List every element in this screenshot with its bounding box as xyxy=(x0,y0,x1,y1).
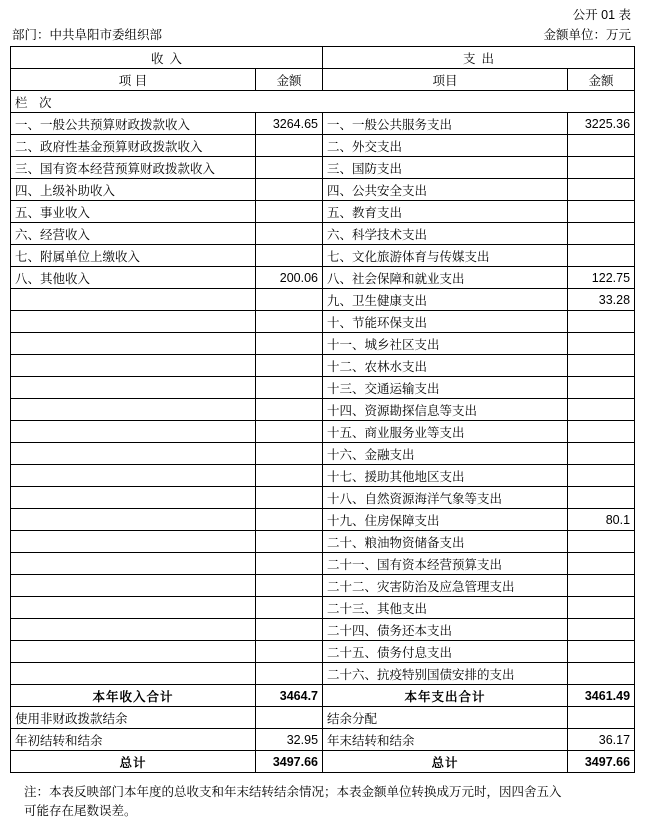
expense-total-amount: 3461.49 xyxy=(568,685,635,707)
expense-item-amount xyxy=(568,201,635,223)
expense-item-label: 六、科学技术支出 xyxy=(323,223,568,245)
expense-item-label: 十八、自然资源海洋气象等支出 xyxy=(323,487,568,509)
expense-item-label: 二十一、国有资本经营预算支出 xyxy=(323,553,568,575)
expense-item-label: 十七、援助其他地区支出 xyxy=(323,465,568,487)
expense-item-label: 二、外交支出 xyxy=(323,135,568,157)
expense-item-amount xyxy=(568,311,635,333)
table-row xyxy=(11,245,635,267)
income-item-amount xyxy=(256,619,323,641)
group-header-income: 收入 xyxy=(11,47,323,69)
expense-item-amount: 122.75 xyxy=(568,267,635,289)
income-item-amount xyxy=(256,487,323,509)
income-item-label xyxy=(11,509,256,531)
income-item-label xyxy=(11,289,256,311)
table-row xyxy=(11,201,635,223)
table-row xyxy=(11,487,635,509)
expense-item-amount: 3225.36 xyxy=(568,113,635,135)
expense-item-amount xyxy=(568,223,635,245)
expense-item-amount xyxy=(568,487,635,509)
grand-total-row xyxy=(11,751,635,773)
column-header-income-amount: 金额 xyxy=(256,69,323,91)
expense-item-label: 十五、商业服务业等支出 xyxy=(323,421,568,443)
income-item-amount xyxy=(256,465,323,487)
expense-sub-amount: 36.17 xyxy=(568,729,635,751)
expense-item-amount xyxy=(568,157,635,179)
income-item-label xyxy=(11,597,256,619)
table-row xyxy=(11,223,635,245)
expense-item-label: 十四、资源勘探信息等支出 xyxy=(323,399,568,421)
income-item-label xyxy=(11,531,256,553)
expense-item-amount xyxy=(568,377,635,399)
expense-item-amount xyxy=(568,421,635,443)
expense-item-label: 二十六、抗疫特别国债安排的支出 xyxy=(323,663,568,685)
income-item-amount xyxy=(256,157,323,179)
expense-item-label: 五、教育支出 xyxy=(323,201,568,223)
income-item-label xyxy=(11,641,256,663)
group-header-row xyxy=(11,47,635,69)
footnote xyxy=(10,783,635,821)
income-item-label: 二、政府性基金预算财政拨款收入 xyxy=(11,135,256,157)
total-row xyxy=(11,685,635,707)
income-item-label: 七、附属单位上缴收入 xyxy=(11,245,256,267)
table-row xyxy=(11,355,635,377)
expense-item-label: 七、文化旅游体育与传媒支出 xyxy=(323,245,568,267)
income-item-amount xyxy=(256,223,323,245)
expense-item-label: 二十四、债务还本支出 xyxy=(323,619,568,641)
income-item-amount xyxy=(256,245,323,267)
income-item-label: 四、上级补助收入 xyxy=(11,179,256,201)
table-row xyxy=(11,597,635,619)
column-header-expense-amount: 金额 xyxy=(568,69,635,91)
expense-item-label: 九、卫生健康支出 xyxy=(323,289,568,311)
income-item-amount: 3264.65 xyxy=(256,113,323,135)
table-row xyxy=(11,531,635,553)
income-item-amount xyxy=(256,531,323,553)
column-header-income-item: 项 目 xyxy=(11,69,256,91)
income-item-label xyxy=(11,443,256,465)
income-item-label xyxy=(11,575,256,597)
income-item-amount xyxy=(256,597,323,619)
expense-item-amount xyxy=(568,443,635,465)
footnote-line-2: 可能存在尾数误差。 xyxy=(24,804,137,818)
income-item-label: 一、一般公共预算财政拨款收入 xyxy=(11,113,256,135)
expense-item-amount xyxy=(568,619,635,641)
table-row xyxy=(11,267,635,289)
expense-item-label: 二十五、债务付息支出 xyxy=(323,641,568,663)
expense-item-label: 二十、粮油物资储备支出 xyxy=(323,531,568,553)
table-row xyxy=(11,509,635,531)
lane-row xyxy=(11,91,635,113)
table-row xyxy=(11,311,635,333)
expense-item-amount xyxy=(568,179,635,201)
expense-item-label: 一、一般公共服务支出 xyxy=(323,113,568,135)
expense-item-label: 十一、城乡社区支出 xyxy=(323,333,568,355)
income-item-label xyxy=(11,421,256,443)
table-row xyxy=(11,421,635,443)
unit-label: 金额单位：万元 xyxy=(543,28,631,42)
table-row xyxy=(11,575,635,597)
department-label: 部门：中共阜阳市委组织部 xyxy=(12,28,163,42)
budget-table xyxy=(10,46,635,773)
expense-item-label: 二十三、其他支出 xyxy=(323,597,568,619)
table-row xyxy=(11,641,635,663)
expense-total-label: 本年支出合计 xyxy=(323,685,568,707)
income-total-amount: 3464.7 xyxy=(256,685,323,707)
income-item-amount xyxy=(256,663,323,685)
expense-item-amount xyxy=(568,355,635,377)
income-item-label: 三、国有资本经营预算财政拨款收入 xyxy=(11,157,256,179)
expense-item-label: 四、公共安全支出 xyxy=(323,179,568,201)
table-row xyxy=(11,333,635,355)
income-sub-amount xyxy=(256,707,323,729)
expense-item-label: 十九、住房保障支出 xyxy=(323,509,568,531)
expense-item-label: 十三、交通运输支出 xyxy=(323,377,568,399)
income-item-amount xyxy=(256,355,323,377)
income-sub-label: 年初结转和结余 xyxy=(11,729,256,751)
table-row xyxy=(11,465,635,487)
expense-item-amount xyxy=(568,333,635,355)
income-item-label xyxy=(11,355,256,377)
table-row xyxy=(11,553,635,575)
expense-item-label: 三、国防支出 xyxy=(323,157,568,179)
footnote-line-1: 注：本表反映部门本年度的总收支和年末结转结余情况；本表金额单位转换成万元时，因四舍五入 xyxy=(24,785,562,799)
income-item-amount xyxy=(256,553,323,575)
column-header-expense-item: 项目 xyxy=(323,69,568,91)
expense-item-amount xyxy=(568,597,635,619)
table-row xyxy=(11,135,635,157)
expense-item-amount xyxy=(568,465,635,487)
income-sub-amount: 32.95 xyxy=(256,729,323,751)
expense-item-amount xyxy=(568,641,635,663)
meta-row xyxy=(10,26,635,46)
expense-sub-amount xyxy=(568,707,635,729)
lane-label: 栏 次 xyxy=(11,91,635,113)
expense-item-label: 八、社会保障和就业支出 xyxy=(323,267,568,289)
income-item-amount xyxy=(256,201,323,223)
income-item-amount xyxy=(256,575,323,597)
income-item-label: 五、事业收入 xyxy=(11,201,256,223)
income-sub-label: 使用非财政拨款结余 xyxy=(11,707,256,729)
income-item-label xyxy=(11,465,256,487)
income-item-amount xyxy=(256,421,323,443)
expense-item-amount xyxy=(568,553,635,575)
income-item-label xyxy=(11,619,256,641)
table-row xyxy=(11,443,635,465)
income-item-label xyxy=(11,311,256,333)
expense-item-label: 十、节能环保支出 xyxy=(323,311,568,333)
expense-grand-total-label: 总计 xyxy=(323,751,568,773)
table-row xyxy=(11,157,635,179)
expense-item-amount xyxy=(568,245,635,267)
table-row xyxy=(11,399,635,421)
income-item-label xyxy=(11,663,256,685)
income-item-amount xyxy=(256,333,323,355)
expense-item-label: 十六、金融支出 xyxy=(323,443,568,465)
table-row xyxy=(11,179,635,201)
expense-item-label: 十二、农林水支出 xyxy=(323,355,568,377)
table-row xyxy=(11,663,635,685)
expense-item-amount xyxy=(568,531,635,553)
table-row xyxy=(11,619,635,641)
income-item-amount xyxy=(256,135,323,157)
income-item-amount xyxy=(256,509,323,531)
expense-grand-total-amount: 3497.66 xyxy=(568,751,635,773)
income-grand-total-label: 总计 xyxy=(11,751,256,773)
expense-item-amount xyxy=(568,135,635,157)
expense-item-amount xyxy=(568,399,635,421)
form-number: 公开 01 表 xyxy=(572,8,631,22)
income-item-amount xyxy=(256,311,323,333)
income-item-amount xyxy=(256,443,323,465)
income-item-label: 八、其他收入 xyxy=(11,267,256,289)
table-row xyxy=(11,113,635,135)
table-body xyxy=(11,47,635,773)
table-row xyxy=(11,377,635,399)
income-item-label xyxy=(11,553,256,575)
table-row xyxy=(11,707,635,729)
expense-sub-label: 结余分配 xyxy=(323,707,568,729)
income-item-amount xyxy=(256,179,323,201)
income-item-label: 六、经营收入 xyxy=(11,223,256,245)
column-header-row xyxy=(11,69,635,91)
income-item-label xyxy=(11,377,256,399)
income-item-label xyxy=(11,333,256,355)
income-item-amount xyxy=(256,289,323,311)
table-row xyxy=(11,729,635,751)
income-item-amount: 200.06 xyxy=(256,267,323,289)
income-item-label xyxy=(11,399,256,421)
expense-item-amount xyxy=(568,663,635,685)
expense-item-amount xyxy=(568,575,635,597)
table-row xyxy=(11,289,635,311)
group-header-expense: 支出 xyxy=(323,47,635,69)
expense-item-label: 二十二、灾害防治及应急管理支出 xyxy=(323,575,568,597)
expense-item-amount: 80.1 xyxy=(568,509,635,531)
income-item-label xyxy=(11,487,256,509)
expense-sub-label: 年末结转和结余 xyxy=(323,729,568,751)
income-item-amount xyxy=(256,399,323,421)
income-item-amount xyxy=(256,377,323,399)
expense-item-amount: 33.28 xyxy=(568,289,635,311)
income-item-amount xyxy=(256,641,323,663)
income-grand-total-amount: 3497.66 xyxy=(256,751,323,773)
income-total-label: 本年收入合计 xyxy=(11,685,256,707)
